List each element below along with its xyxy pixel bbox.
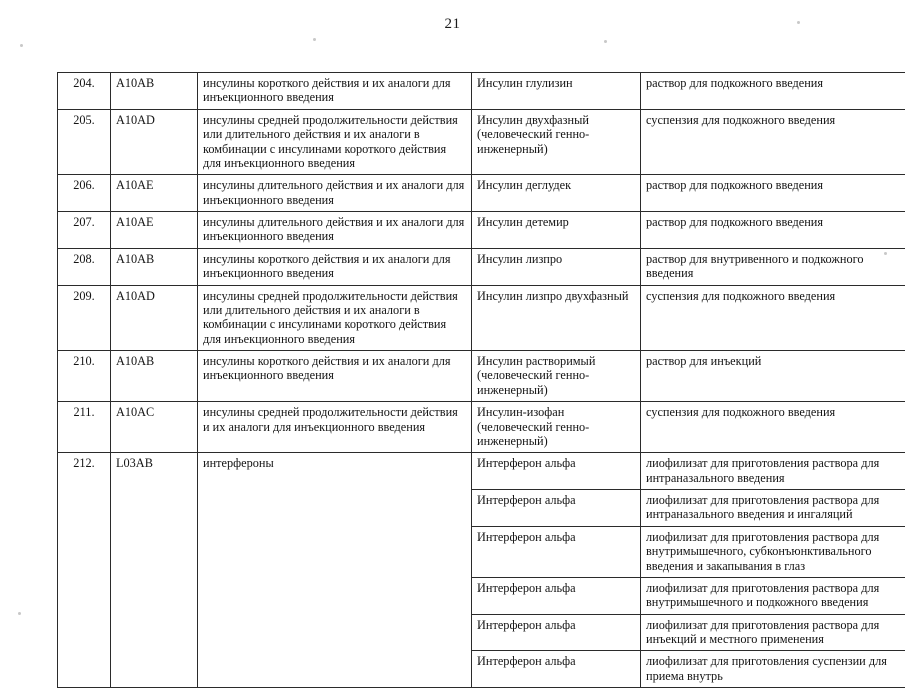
cell-group: инсулины короткого действия и их аналоги для инъекционного введения [198,248,472,285]
table-row [58,73,905,110]
cell-number: 207. [58,212,111,249]
cell-form: суспензия для подкожного введения [641,285,905,351]
cell-atc-code: A10AD [111,109,198,175]
cell-form: раствор для инъекций [641,351,905,402]
cell-atc-code: A10AB [111,248,198,285]
cell-inn: Интерферон альфа [472,526,641,577]
table-row [58,351,905,402]
cell-inn: Инсулин детемир [472,212,641,249]
cell-form: лиофилизат для приготовления раствора для интраназального введения [641,453,905,490]
medicines-table [57,72,905,688]
cell-number: 209. [58,285,111,351]
cell-inn: Инсулин лизпро [472,248,641,285]
cell-inn: Инсулин двухфазный (человеческий генно-инженерный) [472,109,641,175]
cell-form: лиофилизат для приготовления раствора для интраназального введения и ингаляций [641,490,905,527]
cell-inn: Инсулин деглудек [472,175,641,212]
cell-atc-code: A10AC [111,402,198,453]
cell-inn: Интерферон альфа [472,651,641,688]
scan-speck [313,38,316,41]
cell-form: лиофилизат для приготовления раствора для инъекций и местного применения [641,614,905,651]
cell-form: суспензия для подкожного введения [641,402,905,453]
scan-speck [18,612,21,615]
cell-number: 210. [58,351,111,402]
cell-group: инсулины короткого действия и их аналоги для инъекционного введения [198,351,472,402]
table-row [58,109,905,175]
cell-atc-code: A10AB [111,73,198,110]
cell-inn: Инсулин лизпро двухфазный [472,285,641,351]
cell-group: инсулины длительного действия и их аналоги для инъекционного введения [198,175,472,212]
table-row [58,212,905,249]
cell-group: инсулины длительного действия и их аналоги для инъекционного введения [198,212,472,249]
cell-number: 204. [58,73,111,110]
cell-atc-code: L03AB [111,453,198,688]
scan-speck [797,21,800,24]
cell-form: суспензия для подкожного введения [641,109,905,175]
cell-atc-code: A10AD [111,285,198,351]
table-body [58,73,905,688]
cell-inn: Интерферон альфа [472,614,641,651]
cell-form: лиофилизат для приготовления раствора для внутримышечного, субконъюнктивального введения и закапывания в глаз [641,526,905,577]
cell-form: раствор для подкожного введения [641,175,905,212]
cell-inn: Интерферон альфа [472,490,641,527]
table-row [58,248,905,285]
cell-atc-code: A10AB [111,351,198,402]
cell-form: раствор для подкожного введения [641,73,905,110]
cell-group: интерфероны [198,453,472,688]
cell-inn: Инсулин глулизин [472,73,641,110]
cell-form: раствор для внутривенного и подкожного введения [641,248,905,285]
cell-group: инсулины короткого действия и их аналоги для инъекционного введения [198,73,472,110]
table-row [58,453,905,490]
scan-speck [604,40,607,43]
cell-inn: Интерферон альфа [472,453,641,490]
cell-inn: Инсулин-изофан (человеческий генно-инженерный) [472,402,641,453]
cell-inn: Инсулин растворимый (человеческий генно-инженерный) [472,351,641,402]
cell-atc-code: A10AE [111,175,198,212]
scan-speck [20,44,23,47]
cell-group: инсулины средней продолжительности действия и их аналоги для инъекционного введения [198,402,472,453]
table-row [58,402,905,453]
table-row [58,285,905,351]
cell-group: инсулины средней продолжительности действия или длительного действия и их аналоги в комбинации с инсулинами короткого действия для инъекционного введения [198,109,472,175]
cell-form: раствор для подкожного введения [641,212,905,249]
cell-inn: Интерферон альфа [472,577,641,614]
cell-number: 205. [58,109,111,175]
cell-number: 206. [58,175,111,212]
cell-form: лиофилизат для приготовления раствора для внутримышечного и подкожного введения [641,577,905,614]
cell-form: лиофилизат для приготовления суспензии для приема внутрь [641,651,905,688]
cell-group: инсулины средней продолжительности действия или длительного действия и их аналоги в комбинации с инсулинами короткого действия для инъекционного введения [198,285,472,351]
cell-atc-code: A10AE [111,212,198,249]
page-number: 21 [0,16,905,33]
cell-number: 208. [58,248,111,285]
cell-number: 212. [58,453,111,688]
cell-number: 211. [58,402,111,453]
table-row [58,175,905,212]
